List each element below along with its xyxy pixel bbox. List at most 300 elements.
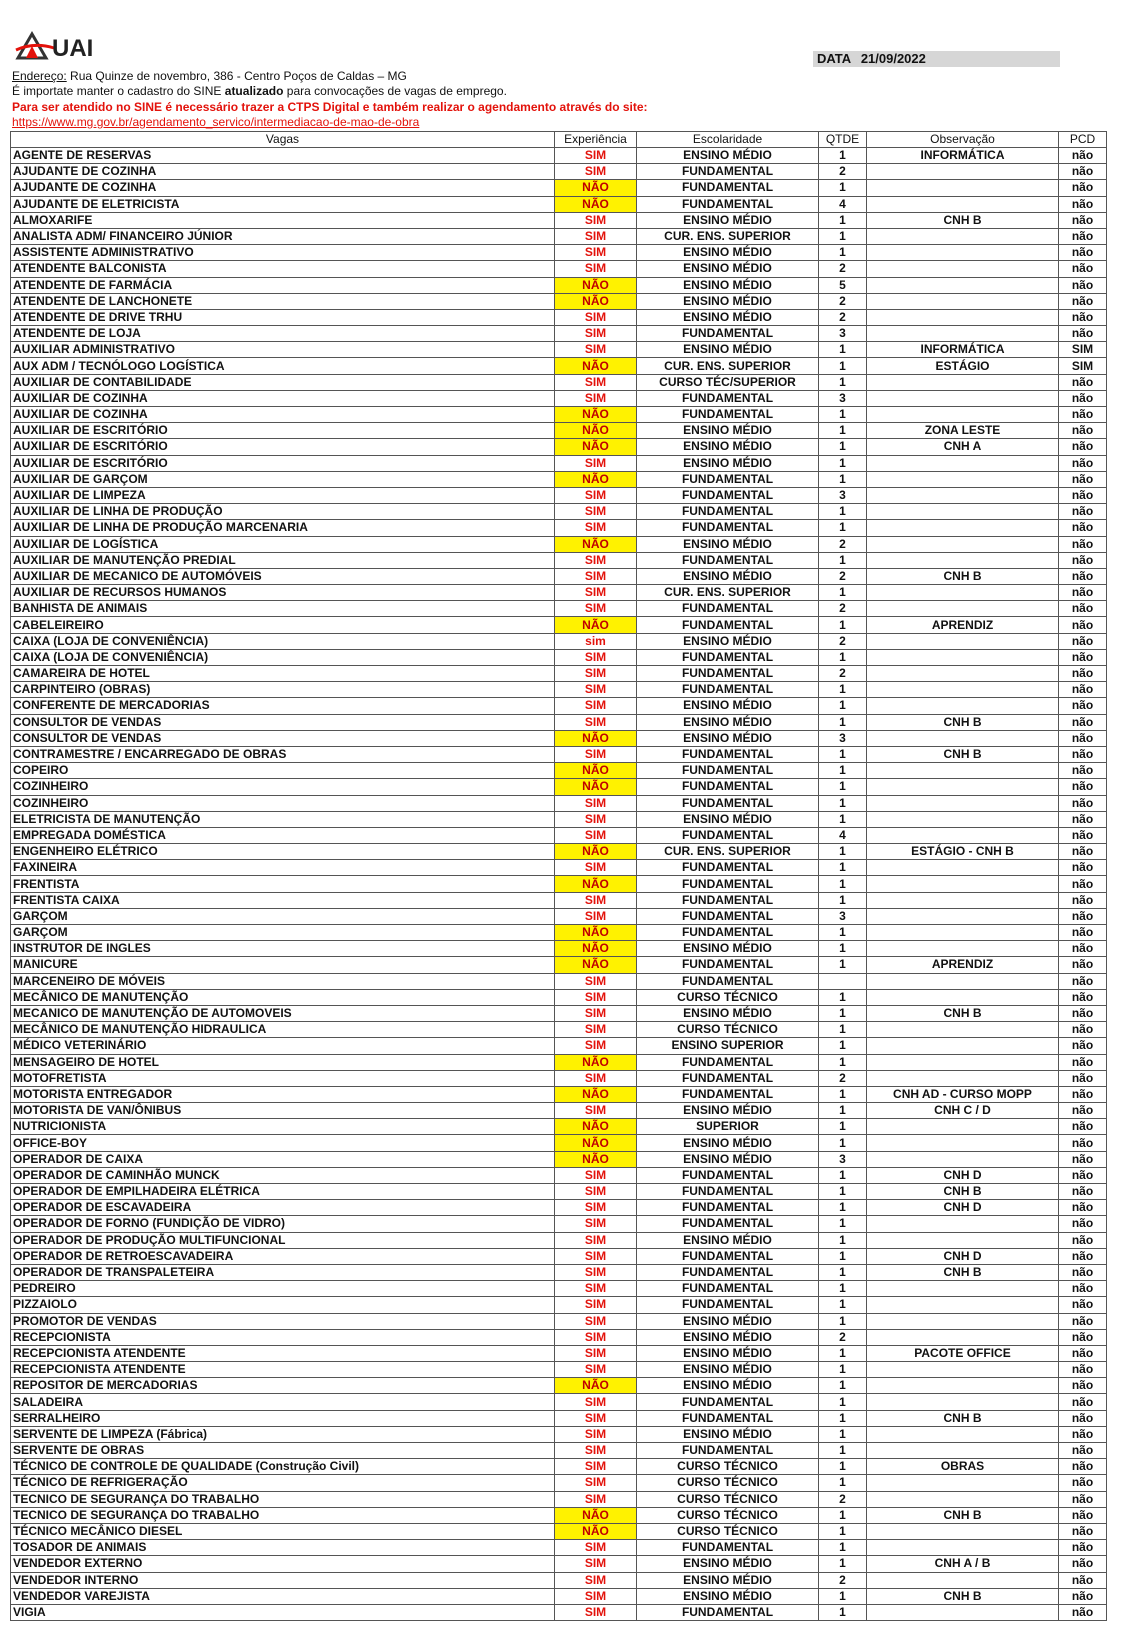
cell-pcd: não	[1059, 552, 1107, 568]
cell-escolaridade: ENSINO MÉDIO	[637, 633, 819, 649]
cell-qtde: 1	[819, 148, 867, 164]
cell-escolaridade: FUNDAMENTAL	[637, 1200, 819, 1216]
cell-experiencia: NÃO	[555, 196, 637, 212]
cell-pcd: não	[1059, 212, 1107, 228]
cell-qtde: 1	[819, 1005, 867, 1021]
cell-experiencia: SIM	[555, 1426, 637, 1442]
cell-observacao	[867, 876, 1059, 892]
cell-pcd: não	[1059, 1281, 1107, 1297]
cell-vaga: CABELEIREIRO	[11, 617, 555, 633]
cell-escolaridade: FUNDAMENTAL	[637, 1167, 819, 1183]
cell-pcd: não	[1059, 520, 1107, 536]
table-row	[11, 666, 1107, 682]
cell-pcd: não	[1059, 568, 1107, 584]
cell-vaga: CONFERENTE DE MERCADORIAS	[11, 698, 555, 714]
cell-escolaridade: FUNDAMENTAL	[637, 390, 819, 406]
cell-vaga: RECEPCIONISTA	[11, 1329, 555, 1345]
cell-pcd: não	[1059, 293, 1107, 309]
cell-observacao	[867, 1394, 1059, 1410]
uai-logo	[14, 28, 124, 64]
cell-pcd: não	[1059, 876, 1107, 892]
table-row	[11, 1475, 1107, 1491]
cell-pcd: não	[1059, 633, 1107, 649]
cell-pcd: não	[1059, 326, 1107, 342]
cell-experiencia: SIM	[555, 1329, 637, 1345]
cell-observacao	[867, 730, 1059, 746]
cell-qtde: 1	[819, 1410, 867, 1426]
cell-qtde: 3	[819, 487, 867, 503]
cell-observacao	[867, 1604, 1059, 1620]
table-row	[11, 487, 1107, 503]
warning-text: Para ser atendido no SINE é necessário trazer a CTPS Digital e também realizar o agendamento através do site:	[12, 100, 648, 114]
cell-vaga: PROMOTOR DE VENDAS	[11, 1313, 555, 1329]
table-row	[11, 1151, 1107, 1167]
cell-vaga: AUXILIAR DE LIMPEZA	[11, 487, 555, 503]
cell-vaga: OPERADOR DE ESCAVADEIRA	[11, 1200, 555, 1216]
cell-pcd: não	[1059, 1491, 1107, 1507]
cell-pcd: não	[1059, 585, 1107, 601]
cell-vaga: COZINHEIRO	[11, 795, 555, 811]
cell-pcd: não	[1059, 730, 1107, 746]
cell-experiencia: SIM	[555, 795, 637, 811]
cell-observacao	[867, 989, 1059, 1005]
cell-escolaridade: ENSINO MÉDIO	[637, 277, 819, 293]
cell-qtde: 1	[819, 1523, 867, 1539]
cell-pcd: não	[1059, 1022, 1107, 1038]
cell-observacao	[867, 1491, 1059, 1507]
cell-experiencia: SIM	[555, 1264, 637, 1280]
cell-observacao	[867, 941, 1059, 957]
cell-observacao	[867, 892, 1059, 908]
table-row	[11, 682, 1107, 698]
cell-experiencia: SIM	[555, 746, 637, 762]
table-row	[11, 908, 1107, 924]
cell-escolaridade: FUNDAMENTAL	[637, 746, 819, 762]
table-row	[11, 973, 1107, 989]
cell-observacao: CNH B	[867, 212, 1059, 228]
cell-vaga: ELETRICISTA DE MANUTENÇÃO	[11, 811, 555, 827]
cell-escolaridade: ENSINO MÉDIO	[637, 342, 819, 358]
cell-qtde: 1	[819, 1297, 867, 1313]
cell-observacao	[867, 1038, 1059, 1054]
cell-observacao	[867, 471, 1059, 487]
cell-pcd: não	[1059, 164, 1107, 180]
col-experiencia: Experiência	[555, 132, 637, 148]
cell-qtde: 1	[819, 844, 867, 860]
cell-escolaridade: ENSINO MÉDIO	[637, 730, 819, 746]
cell-qtde: 2	[819, 666, 867, 682]
cell-escolaridade: FUNDAMENTAL	[637, 779, 819, 795]
cell-qtde: 1	[819, 1604, 867, 1620]
cell-observacao	[867, 682, 1059, 698]
cell-experiencia: NÃO	[555, 1086, 637, 1102]
table-row	[11, 1394, 1107, 1410]
cell-vaga: ATENDENTE BALCONISTA	[11, 261, 555, 277]
cell-observacao: CNH B	[867, 746, 1059, 762]
cell-experiencia: SIM	[555, 1491, 637, 1507]
cell-experiencia: SIM	[555, 1070, 637, 1086]
cell-observacao	[867, 487, 1059, 503]
table-row	[11, 1232, 1107, 1248]
table-row	[11, 374, 1107, 390]
cell-qtde: 1	[819, 180, 867, 196]
cell-qtde: 1	[819, 811, 867, 827]
table-row	[11, 212, 1107, 228]
date-label: DATA	[817, 51, 852, 66]
cell-qtde: 2	[819, 1491, 867, 1507]
cell-observacao	[867, 1054, 1059, 1070]
cell-qtde: 1	[819, 989, 867, 1005]
cell-qtde: 4	[819, 196, 867, 212]
cell-pcd: não	[1059, 714, 1107, 730]
cell-pcd: não	[1059, 1604, 1107, 1620]
date-box	[813, 51, 1060, 67]
cell-vaga: RECEPCIONISTA ATENDENTE	[11, 1362, 555, 1378]
table-row	[11, 1345, 1107, 1361]
cell-pcd: não	[1059, 1103, 1107, 1119]
cell-observacao: CNH A / B	[867, 1556, 1059, 1572]
cell-qtde: 1	[819, 698, 867, 714]
cell-experiencia: NÃO	[555, 277, 637, 293]
scheduling-link[interactable]: https://www.mg.gov.br/agendamento_servico/intermediacao-de-mao-de-obra	[12, 115, 420, 129]
cell-qtde: 1	[819, 1248, 867, 1264]
cell-experiencia: NÃO	[555, 1507, 637, 1523]
cell-qtde: 1	[819, 746, 867, 762]
cell-escolaridade: FUNDAMENTAL	[637, 763, 819, 779]
cell-observacao: CNH C / D	[867, 1103, 1059, 1119]
cell-pcd: não	[1059, 455, 1107, 471]
cell-vaga: CAMAREIRA DE HOTEL	[11, 666, 555, 682]
cell-observacao	[867, 795, 1059, 811]
cell-pcd: não	[1059, 261, 1107, 277]
cell-qtde: 2	[819, 261, 867, 277]
cell-pcd: não	[1059, 1054, 1107, 1070]
cell-escolaridade: ENSINO MÉDIO	[637, 1329, 819, 1345]
cell-escolaridade: FUNDAMENTAL	[637, 407, 819, 423]
cell-escolaridade: FUNDAMENTAL	[637, 1604, 819, 1620]
cell-escolaridade: FUNDAMENTAL	[637, 552, 819, 568]
col-escolaridade: Escolaridade	[637, 132, 819, 148]
cell-vaga: OPERADOR DE RETROESCAVADEIRA	[11, 1248, 555, 1264]
cell-vaga: VIGIA	[11, 1604, 555, 1620]
cell-observacao	[867, 1022, 1059, 1038]
cell-qtde: 1	[819, 941, 867, 957]
cell-pcd: não	[1059, 390, 1107, 406]
cell-vaga: AGENTE DE RESERVAS	[11, 148, 555, 164]
table-row	[11, 763, 1107, 779]
cell-experiencia: NÃO	[555, 617, 637, 633]
cell-observacao	[867, 827, 1059, 843]
cell-qtde: 1	[819, 1167, 867, 1183]
cell-vaga: PEDREIRO	[11, 1281, 555, 1297]
cell-pcd: não	[1059, 682, 1107, 698]
cell-pcd: não	[1059, 666, 1107, 682]
cell-escolaridade: ENSINO MÉDIO	[637, 698, 819, 714]
cell-qtde: 1	[819, 585, 867, 601]
cell-escolaridade: FUNDAMENTAL	[637, 1070, 819, 1086]
cell-experiencia: SIM	[555, 390, 637, 406]
table-row	[11, 957, 1107, 973]
cell-experiencia: SIM	[555, 1394, 637, 1410]
cell-vaga: AUXILIAR DE MANUTENÇÃO PREDIAL	[11, 552, 555, 568]
cell-escolaridade: ENSINO MÉDIO	[637, 148, 819, 164]
table-row	[11, 423, 1107, 439]
cell-observacao	[867, 1475, 1059, 1491]
cell-vaga: ATENDENTE DE LOJA	[11, 326, 555, 342]
cell-qtde: 3	[819, 908, 867, 924]
cell-vaga: CONTRAMESTRE / ENCARREGADO DE OBRAS	[11, 746, 555, 762]
cell-qtde: 2	[819, 1329, 867, 1345]
cell-qtde: 1	[819, 1054, 867, 1070]
address-label: Endereço:	[12, 69, 67, 83]
cell-qtde: 2	[819, 164, 867, 180]
cell-pcd: não	[1059, 1005, 1107, 1021]
cell-vaga: AUXILIAR DE LOGÍSTICA	[11, 536, 555, 552]
cell-vaga: INSTRUTOR DE INGLES	[11, 941, 555, 957]
cell-vaga: AUXILIAR ADMINISTRATIVO	[11, 342, 555, 358]
cell-qtde: 3	[819, 326, 867, 342]
table-row	[11, 180, 1107, 196]
cell-observacao	[867, 973, 1059, 989]
address-text: Rua Quinze de novembro, 386 - Centro Poços de Caldas – MG	[66, 69, 407, 83]
cell-qtde: 1	[819, 1022, 867, 1038]
cell-escolaridade: FUNDAMENTAL	[637, 1054, 819, 1070]
cell-vaga: OPERADOR DE TRANSPALETEIRA	[11, 1264, 555, 1280]
cell-experiencia: NÃO	[555, 844, 637, 860]
cell-pcd: não	[1059, 245, 1107, 261]
cell-vaga: ATENDENTE DE LANCHONETE	[11, 293, 555, 309]
table-row	[11, 1459, 1107, 1475]
table-row	[11, 148, 1107, 164]
cell-pcd: não	[1059, 973, 1107, 989]
cell-pcd: não	[1059, 1362, 1107, 1378]
cell-qtde: 1	[819, 892, 867, 908]
cell-experiencia: NÃO	[555, 358, 637, 374]
cell-pcd: não	[1059, 1184, 1107, 1200]
cell-escolaridade: ENSINO MÉDIO	[637, 811, 819, 827]
table-row	[11, 1167, 1107, 1183]
cell-experiencia: SIM	[555, 860, 637, 876]
cell-experiencia: NÃO	[555, 439, 637, 455]
cell-pcd: não	[1059, 1167, 1107, 1183]
cell-qtde: 1	[819, 1281, 867, 1297]
cell-vaga: MOTORISTA DE VAN/ÔNIBUS	[11, 1103, 555, 1119]
cell-experiencia: NÃO	[555, 180, 637, 196]
cell-pcd: não	[1059, 908, 1107, 924]
cell-observacao	[867, 649, 1059, 665]
cell-pcd: não	[1059, 1556, 1107, 1572]
cell-vaga: SERVENTE DE LIMPEZA (Fábrica)	[11, 1426, 555, 1442]
cell-experiencia: SIM	[555, 682, 637, 698]
cell-escolaridade: CURSO TÉCNICO	[637, 1475, 819, 1491]
cell-experiencia: SIM	[555, 1103, 637, 1119]
cell-pcd: não	[1059, 1313, 1107, 1329]
cell-observacao: APRENDIZ	[867, 957, 1059, 973]
cell-experiencia: SIM	[555, 1410, 637, 1426]
cell-vaga: RECEPCIONISTA ATENDENTE	[11, 1345, 555, 1361]
cell-observacao	[867, 164, 1059, 180]
cell-vaga: AUXILIAR DE CONTABILIDADE	[11, 374, 555, 390]
cell-escolaridade: FUNDAMENTAL	[637, 196, 819, 212]
table-row	[11, 860, 1107, 876]
cell-qtde: 1	[819, 1184, 867, 1200]
table-row	[11, 925, 1107, 941]
table-row	[11, 439, 1107, 455]
cell-pcd: não	[1059, 1426, 1107, 1442]
cell-observacao: CNH B	[867, 1264, 1059, 1280]
cell-qtde: 2	[819, 1070, 867, 1086]
cell-experiencia: SIM	[555, 309, 637, 325]
cell-vaga: COZINHEIRO	[11, 779, 555, 795]
cell-experiencia: SIM	[555, 228, 637, 244]
cell-experiencia: SIM	[555, 374, 637, 390]
cell-qtde: 1	[819, 455, 867, 471]
cell-vaga: SALADEIRA	[11, 1394, 555, 1410]
cell-qtde: 3	[819, 1151, 867, 1167]
cell-experiencia: SIM	[555, 1475, 637, 1491]
cell-observacao: CNH B	[867, 1507, 1059, 1523]
cell-observacao	[867, 1540, 1059, 1556]
cell-vaga: ENGENHEIRO ELÉTRICO	[11, 844, 555, 860]
table-row	[11, 1378, 1107, 1394]
logo-text: UAI	[52, 35, 94, 62]
cell-qtde: 1	[819, 1313, 867, 1329]
table-row	[11, 811, 1107, 827]
cell-qtde: 3	[819, 730, 867, 746]
cell-escolaridade: ENSINO MÉDIO	[637, 309, 819, 325]
cell-experiencia: SIM	[555, 455, 637, 471]
cell-escolaridade: FUNDAMENTAL	[637, 1540, 819, 1556]
cell-pcd: não	[1059, 1151, 1107, 1167]
cell-vaga: TÉCNICO DE REFRIGERAÇÃO	[11, 1475, 555, 1491]
vacancies-table	[10, 131, 1107, 1621]
cell-experiencia: NÃO	[555, 471, 637, 487]
table-row	[11, 471, 1107, 487]
cell-vaga: OPERADOR DE CAMINHÃO MUNCK	[11, 1167, 555, 1183]
cell-qtde: 1	[819, 617, 867, 633]
cell-escolaridade: ENSINO MÉDIO	[637, 1232, 819, 1248]
cell-qtde: 2	[819, 1572, 867, 1588]
cell-escolaridade: ENSINO MÉDIO	[637, 1426, 819, 1442]
cell-observacao: INFORMÁTICA	[867, 148, 1059, 164]
cell-experiencia: SIM	[555, 568, 637, 584]
cell-escolaridade: ENSINO MÉDIO	[637, 439, 819, 455]
table-row	[11, 1556, 1107, 1572]
cell-escolaridade: FUNDAMENTAL	[637, 1297, 819, 1313]
table-row	[11, 1329, 1107, 1345]
cell-escolaridade: SUPERIOR	[637, 1119, 819, 1135]
cell-pcd: não	[1059, 148, 1107, 164]
cell-observacao	[867, 698, 1059, 714]
cell-escolaridade: FUNDAMENTAL	[637, 1216, 819, 1232]
table-row	[11, 407, 1107, 423]
cell-observacao	[867, 666, 1059, 682]
table-row	[11, 1005, 1107, 1021]
table-row	[11, 358, 1107, 374]
cell-experiencia: SIM	[555, 827, 637, 843]
cell-qtde: 1	[819, 228, 867, 244]
cell-escolaridade: FUNDAMENTAL	[637, 1086, 819, 1102]
cell-pcd: não	[1059, 1410, 1107, 1426]
table-row	[11, 892, 1107, 908]
cell-observacao	[867, 390, 1059, 406]
cell-qtde: 1	[819, 1232, 867, 1248]
cell-pcd: não	[1059, 1572, 1107, 1588]
cell-qtde: 1	[819, 1119, 867, 1135]
cell-qtde: 5	[819, 277, 867, 293]
cell-escolaridade: FUNDAMENTAL	[637, 973, 819, 989]
table-row	[11, 1507, 1107, 1523]
table-row	[11, 1070, 1107, 1086]
cell-escolaridade: ENSINO MÉDIO	[637, 245, 819, 261]
cell-experiencia: SIM	[555, 1022, 637, 1038]
cell-vaga: MARCENEIRO DE MÓVEIS	[11, 973, 555, 989]
cell-pcd: SIM	[1059, 358, 1107, 374]
cell-experiencia: SIM	[555, 504, 637, 520]
cell-observacao	[867, 277, 1059, 293]
cell-escolaridade: FUNDAMENTAL	[637, 827, 819, 843]
cell-pcd: não	[1059, 1086, 1107, 1102]
table-row	[11, 1588, 1107, 1604]
cell-experiencia: NÃO	[555, 941, 637, 957]
cell-vaga: MECÂNICO DE MANUTENÇÃO HIDRAULICA	[11, 1022, 555, 1038]
cell-observacao	[867, 1443, 1059, 1459]
cell-observacao: CNH B	[867, 1184, 1059, 1200]
table-row	[11, 326, 1107, 342]
table-row	[11, 844, 1107, 860]
cell-pcd: não	[1059, 601, 1107, 617]
cell-escolaridade: ENSINO MÉDIO	[637, 941, 819, 957]
cell-qtde: 1	[819, 1086, 867, 1102]
cell-vaga: MÉDICO VETERINÁRIO	[11, 1038, 555, 1054]
cell-vaga: AUXILIAR DE LINHA DE PRODUÇÃO MARCENARIA	[11, 520, 555, 536]
cell-observacao	[867, 860, 1059, 876]
table-row	[11, 1119, 1107, 1135]
cell-vaga: PIZZAIOLO	[11, 1297, 555, 1313]
cell-qtde: 1	[819, 779, 867, 795]
table-row	[11, 730, 1107, 746]
table-body	[11, 148, 1107, 1621]
cell-observacao	[867, 1378, 1059, 1394]
cell-qtde: 3	[819, 390, 867, 406]
cell-pcd: não	[1059, 407, 1107, 423]
table-row	[11, 1200, 1107, 1216]
cell-pcd: não	[1059, 309, 1107, 325]
table-row	[11, 1410, 1107, 1426]
cell-escolaridade: CURSO TÉCNICO	[637, 1459, 819, 1475]
cell-escolaridade: ENSINO MÉDIO	[637, 1588, 819, 1604]
cell-vaga: AUXILIAR DE ESCRITÓRIO	[11, 455, 555, 471]
cell-qtde: 1	[819, 649, 867, 665]
table-row	[11, 1523, 1107, 1539]
cell-vaga: OPERADOR DE CAIXA	[11, 1151, 555, 1167]
cell-escolaridade: CURSO TÉCNICO	[637, 1523, 819, 1539]
cell-experiencia: SIM	[555, 1556, 637, 1572]
table-row	[11, 876, 1107, 892]
cell-observacao: CNH D	[867, 1200, 1059, 1216]
cell-vaga: VENDEDOR INTERNO	[11, 1572, 555, 1588]
table-header-row	[11, 132, 1107, 148]
cell-pcd: não	[1059, 1443, 1107, 1459]
cell-escolaridade: ENSINO MÉDIO	[637, 212, 819, 228]
cell-experiencia: NÃO	[555, 876, 637, 892]
cell-escolaridade: FUNDAMENTAL	[637, 1264, 819, 1280]
cell-observacao	[867, 1070, 1059, 1086]
cell-experiencia: NÃO	[555, 1054, 637, 1070]
table-row	[11, 746, 1107, 762]
cell-escolaridade: ENSINO MÉDIO	[637, 1362, 819, 1378]
cell-qtde: 2	[819, 568, 867, 584]
